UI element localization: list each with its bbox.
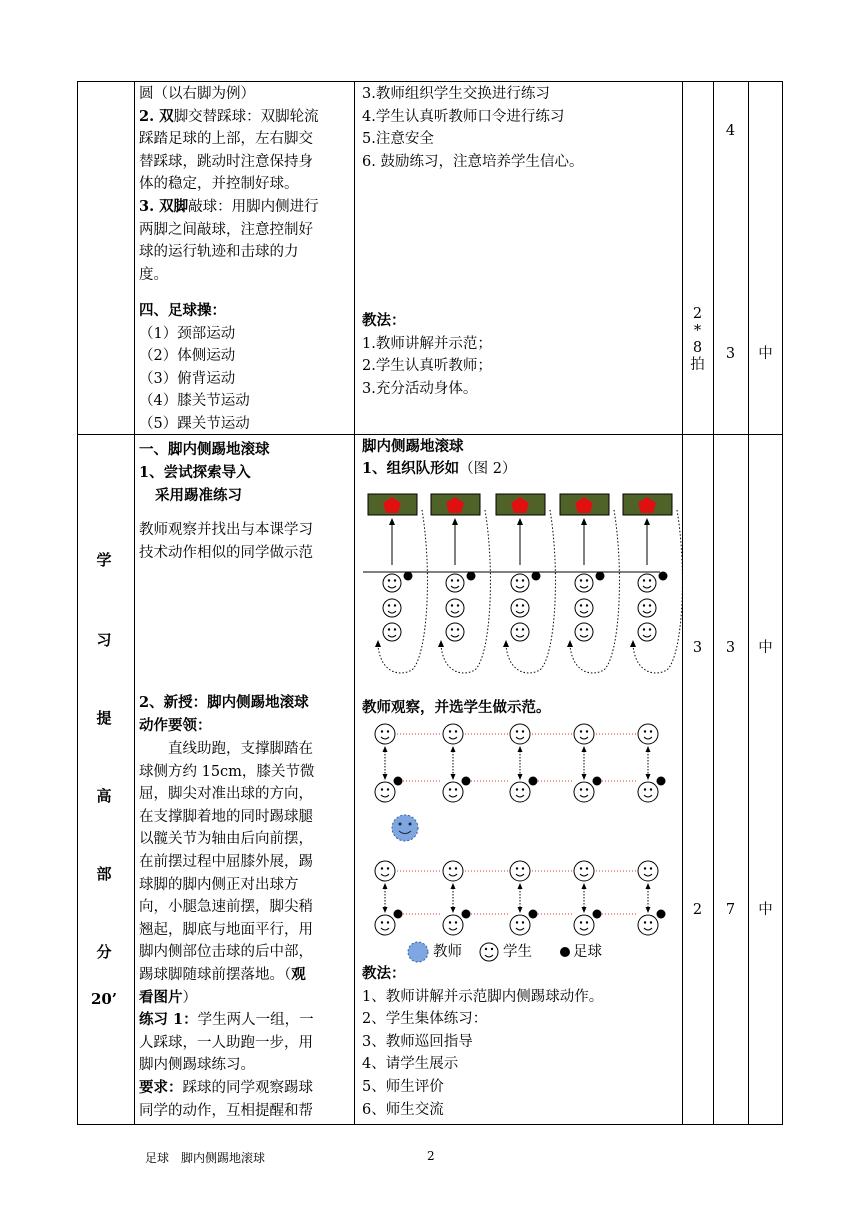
student-icon (638, 623, 656, 641)
student-icon (443, 724, 463, 744)
student-icon (510, 915, 530, 935)
ball (394, 910, 403, 919)
student-icon (638, 599, 656, 617)
method-title: 教法： (362, 312, 406, 329)
student-icon (443, 861, 463, 881)
return-arrow-head (567, 640, 573, 647)
row1-line-2: 踩踏足球的上部，左右脚交 (139, 131, 313, 148)
side-label-char: 高 (96, 787, 112, 805)
ball (659, 572, 668, 581)
row1-line-4: 体的稳定，并控制好球。 (139, 176, 299, 193)
arrow-head (518, 746, 523, 752)
arrow-head (582, 883, 587, 889)
ball (404, 572, 413, 581)
method-line: 1.教师讲解并示范； (362, 335, 492, 352)
side-label-time: 20’ (90, 990, 118, 1008)
return-arrow-head (438, 640, 444, 647)
arrow-head (451, 774, 456, 780)
exercise-title: 四、足球操： (139, 302, 226, 319)
ball (467, 572, 476, 581)
row1-line-5: 3. 双脚敲球：用脚内侧进行 (139, 197, 319, 215)
return-arrow-head (503, 640, 509, 647)
col-divider-5 (748, 81, 749, 1125)
exercise-item: （1）颈部运动 (139, 325, 236, 342)
row1-line-1: 2. 双脚交替踩球：双脚轮流 (139, 107, 319, 125)
student-icon (638, 915, 658, 935)
formation-diagram (355, 480, 683, 680)
student-icon (575, 599, 593, 617)
step1-text: 教师观察并找出与本课学习 技术动作相似的同学做示范 (139, 522, 313, 561)
arrow-head (383, 883, 388, 889)
legend-student-label: 学生 (503, 944, 532, 960)
ball (593, 910, 602, 919)
arrow-head (518, 907, 523, 913)
ball (532, 572, 541, 581)
row2-intensity-a: 中 (758, 640, 773, 656)
return-path (441, 510, 490, 673)
legend-student-icon (480, 943, 498, 961)
arrow-head (582, 746, 587, 752)
student-icon (383, 574, 401, 592)
method-line: 4.学生认真听教师口令进行练习 (362, 108, 565, 125)
arrow-head (644, 518, 650, 525)
student-icon (638, 861, 658, 881)
pair-practice-diagram (355, 700, 683, 975)
student-icon (446, 599, 464, 617)
step2-title: 2、新授：脚内侧踢地滚球 (139, 694, 309, 711)
legend-teacher-icon (408, 942, 428, 962)
row1-line-8: 度。 (139, 266, 168, 283)
return-arrow-head (630, 640, 636, 647)
section-title: 一、脚内侧踢地滚球 (139, 441, 270, 458)
arrow-head (582, 774, 587, 780)
student-icon (574, 724, 594, 744)
arrow-head (646, 746, 651, 752)
arrow-head (646, 883, 651, 889)
student-icon (446, 623, 464, 641)
arrow-head (518, 774, 523, 780)
row1-count-top: 4 (725, 123, 736, 139)
row2-count-b: 7 (725, 902, 736, 918)
student-icon (510, 861, 530, 881)
student-icon (375, 915, 395, 935)
arrow-head (518, 883, 523, 889)
row1-method (362, 310, 492, 400)
student-icon (574, 861, 594, 881)
student-icon (375, 861, 395, 881)
legend-ball-label: 足球 (573, 944, 602, 960)
row2-count-a: 3 (725, 640, 736, 656)
row1-line-3: 替踩球，跳动时注意保持身 (139, 153, 313, 170)
student-icon (510, 724, 530, 744)
student-icon (574, 782, 594, 802)
student-icon (510, 782, 530, 802)
pairs (375, 724, 666, 935)
arrow-head (517, 518, 523, 525)
return-path (506, 510, 555, 673)
row1-line-0: 圆（以右脚为例） (139, 86, 255, 102)
side-label-char: 提 (96, 709, 112, 727)
student-icon (511, 599, 529, 617)
method-title: 教法： (362, 965, 406, 982)
legend-teacher-label: 教师 (433, 944, 462, 960)
exercise-item: （3）俯背运动 (139, 370, 236, 387)
exercise-item: （2）体侧运动 (139, 348, 236, 365)
arrow-head (383, 746, 388, 752)
student-icon (443, 915, 463, 935)
ball (394, 777, 403, 786)
arrow-head (582, 907, 587, 913)
row2-method: 教法： 1、教师讲解并示范脚内侧踢球动作。 2、学生集体练习： 3、教师巡回指导 4、请学生展示 5、师生评价 6、师生交流 (362, 965, 604, 1118)
method-line: 3.教师组织学生交换进行练习 (362, 86, 550, 102)
row2-reps-a: 3 (692, 640, 703, 656)
arrow-head (383, 907, 388, 913)
table-border-left (77, 81, 78, 1125)
student-icon (443, 782, 463, 802)
row1-intensity: 中 (758, 346, 773, 362)
return-path (570, 510, 619, 673)
student-icon (375, 782, 395, 802)
ball (657, 910, 666, 919)
student-icon (383, 599, 401, 617)
ball (529, 777, 538, 786)
side-label-char: 学 (96, 551, 112, 569)
student-icon (638, 782, 658, 802)
row1-line-7: 球的运行轨迹和击球的力 (139, 244, 299, 261)
step1-title: 1、尝试探索导入 (139, 464, 251, 481)
page-number: 2 (427, 1149, 435, 1163)
side-label-char: 部 (96, 865, 112, 883)
arrow-head (451, 883, 456, 889)
ball (596, 572, 605, 581)
step2-text: 直线助跑，支撑脚踏在 球侧方约 15cm，膝关节微 屈，脚尖对准出球的方向， 在支撑脚着地的同时踢球腿 以髋关节为轴由后向前摆， 在前摆过程中屈膝外展，踢 球脚的脚内侧正对出球方 向，小腿急速前摆，脚尖稍 翘起，脚底与地面平行，用 脚内侧部位击球的后中部， 踢球脚随球前摆落地。（观 看图片） 练习 1：学生两人一组，一 人踩球，一人助跑一步，用 脚内侧踢球练习。 要求：踩球的同学观察踢球 同学的动作，互相提醒和帮 (139, 741, 315, 1119)
student-icon (446, 574, 464, 592)
exercise-item: （4）膝关节运动 (139, 393, 250, 410)
return-path (378, 510, 427, 673)
exercise-list (139, 300, 250, 436)
col-divider-1 (134, 81, 135, 1125)
method-line: 6. 鼓励练习，注意培养学生信心。 (362, 153, 584, 170)
step2-sub: 动作要领： (139, 717, 212, 734)
row1-method-top (362, 83, 583, 173)
arrow-head (646, 774, 651, 780)
student-icon (638, 574, 656, 592)
student-icon (575, 623, 593, 641)
student-icon (574, 915, 594, 935)
row2-intensity-b: 中 (758, 902, 773, 918)
diagram-title: 脚内侧踢地滚球 (362, 438, 464, 455)
table-border-bottom (77, 1124, 783, 1125)
ball (657, 777, 666, 786)
side-label-char: 习 (96, 631, 112, 649)
row2-reps-b: 2 (692, 902, 703, 918)
method-line: 5.注意安全 (362, 131, 434, 148)
teacher-icon (392, 815, 418, 841)
row1-content-text (139, 83, 319, 286)
arrow-head (383, 774, 388, 780)
student-icon (575, 574, 593, 592)
col-divider-4 (713, 81, 714, 1125)
arrow-head (581, 518, 587, 525)
return-path (633, 510, 682, 673)
method-line: 3.充分活动身体。 (362, 380, 478, 397)
side-label-char: 分 (96, 943, 112, 961)
arrow-head (451, 746, 456, 752)
row1-count: 3 (725, 346, 736, 362)
legend-ball-icon (560, 947, 570, 957)
ball (593, 777, 602, 786)
step1-sub: 采用踢准练习 (155, 487, 242, 504)
return-arrow-head (375, 640, 381, 647)
footer-title: 足球 脚内侧踢地滚球 (145, 1151, 266, 1165)
diagram-subtitle: 1、组织队形如（图 2） (362, 460, 517, 477)
arrow-head (451, 907, 456, 913)
ball (529, 910, 538, 919)
arrow-head (389, 518, 395, 525)
method-line: 2.学生认真听教师； (362, 358, 492, 375)
row1-reps: 2 * 8 拍 (690, 306, 705, 373)
arrow-head (646, 907, 651, 913)
exercise-item: （5）踝关节运动 (139, 415, 250, 432)
table-border-top (77, 81, 783, 82)
ball (462, 777, 471, 786)
ball (462, 910, 471, 919)
arrow-head (452, 518, 458, 525)
table-border-right (782, 81, 783, 1125)
student-icon (511, 623, 529, 641)
student-icon (638, 724, 658, 744)
observe-text: 教师观察，并选学生做示范。 (362, 699, 551, 716)
row1-line-6: 两脚之间敲球，注意控制好 (139, 221, 313, 238)
goals (363, 494, 682, 673)
student-icon (511, 574, 529, 592)
student-icon (375, 724, 395, 744)
student-icon (383, 623, 401, 641)
